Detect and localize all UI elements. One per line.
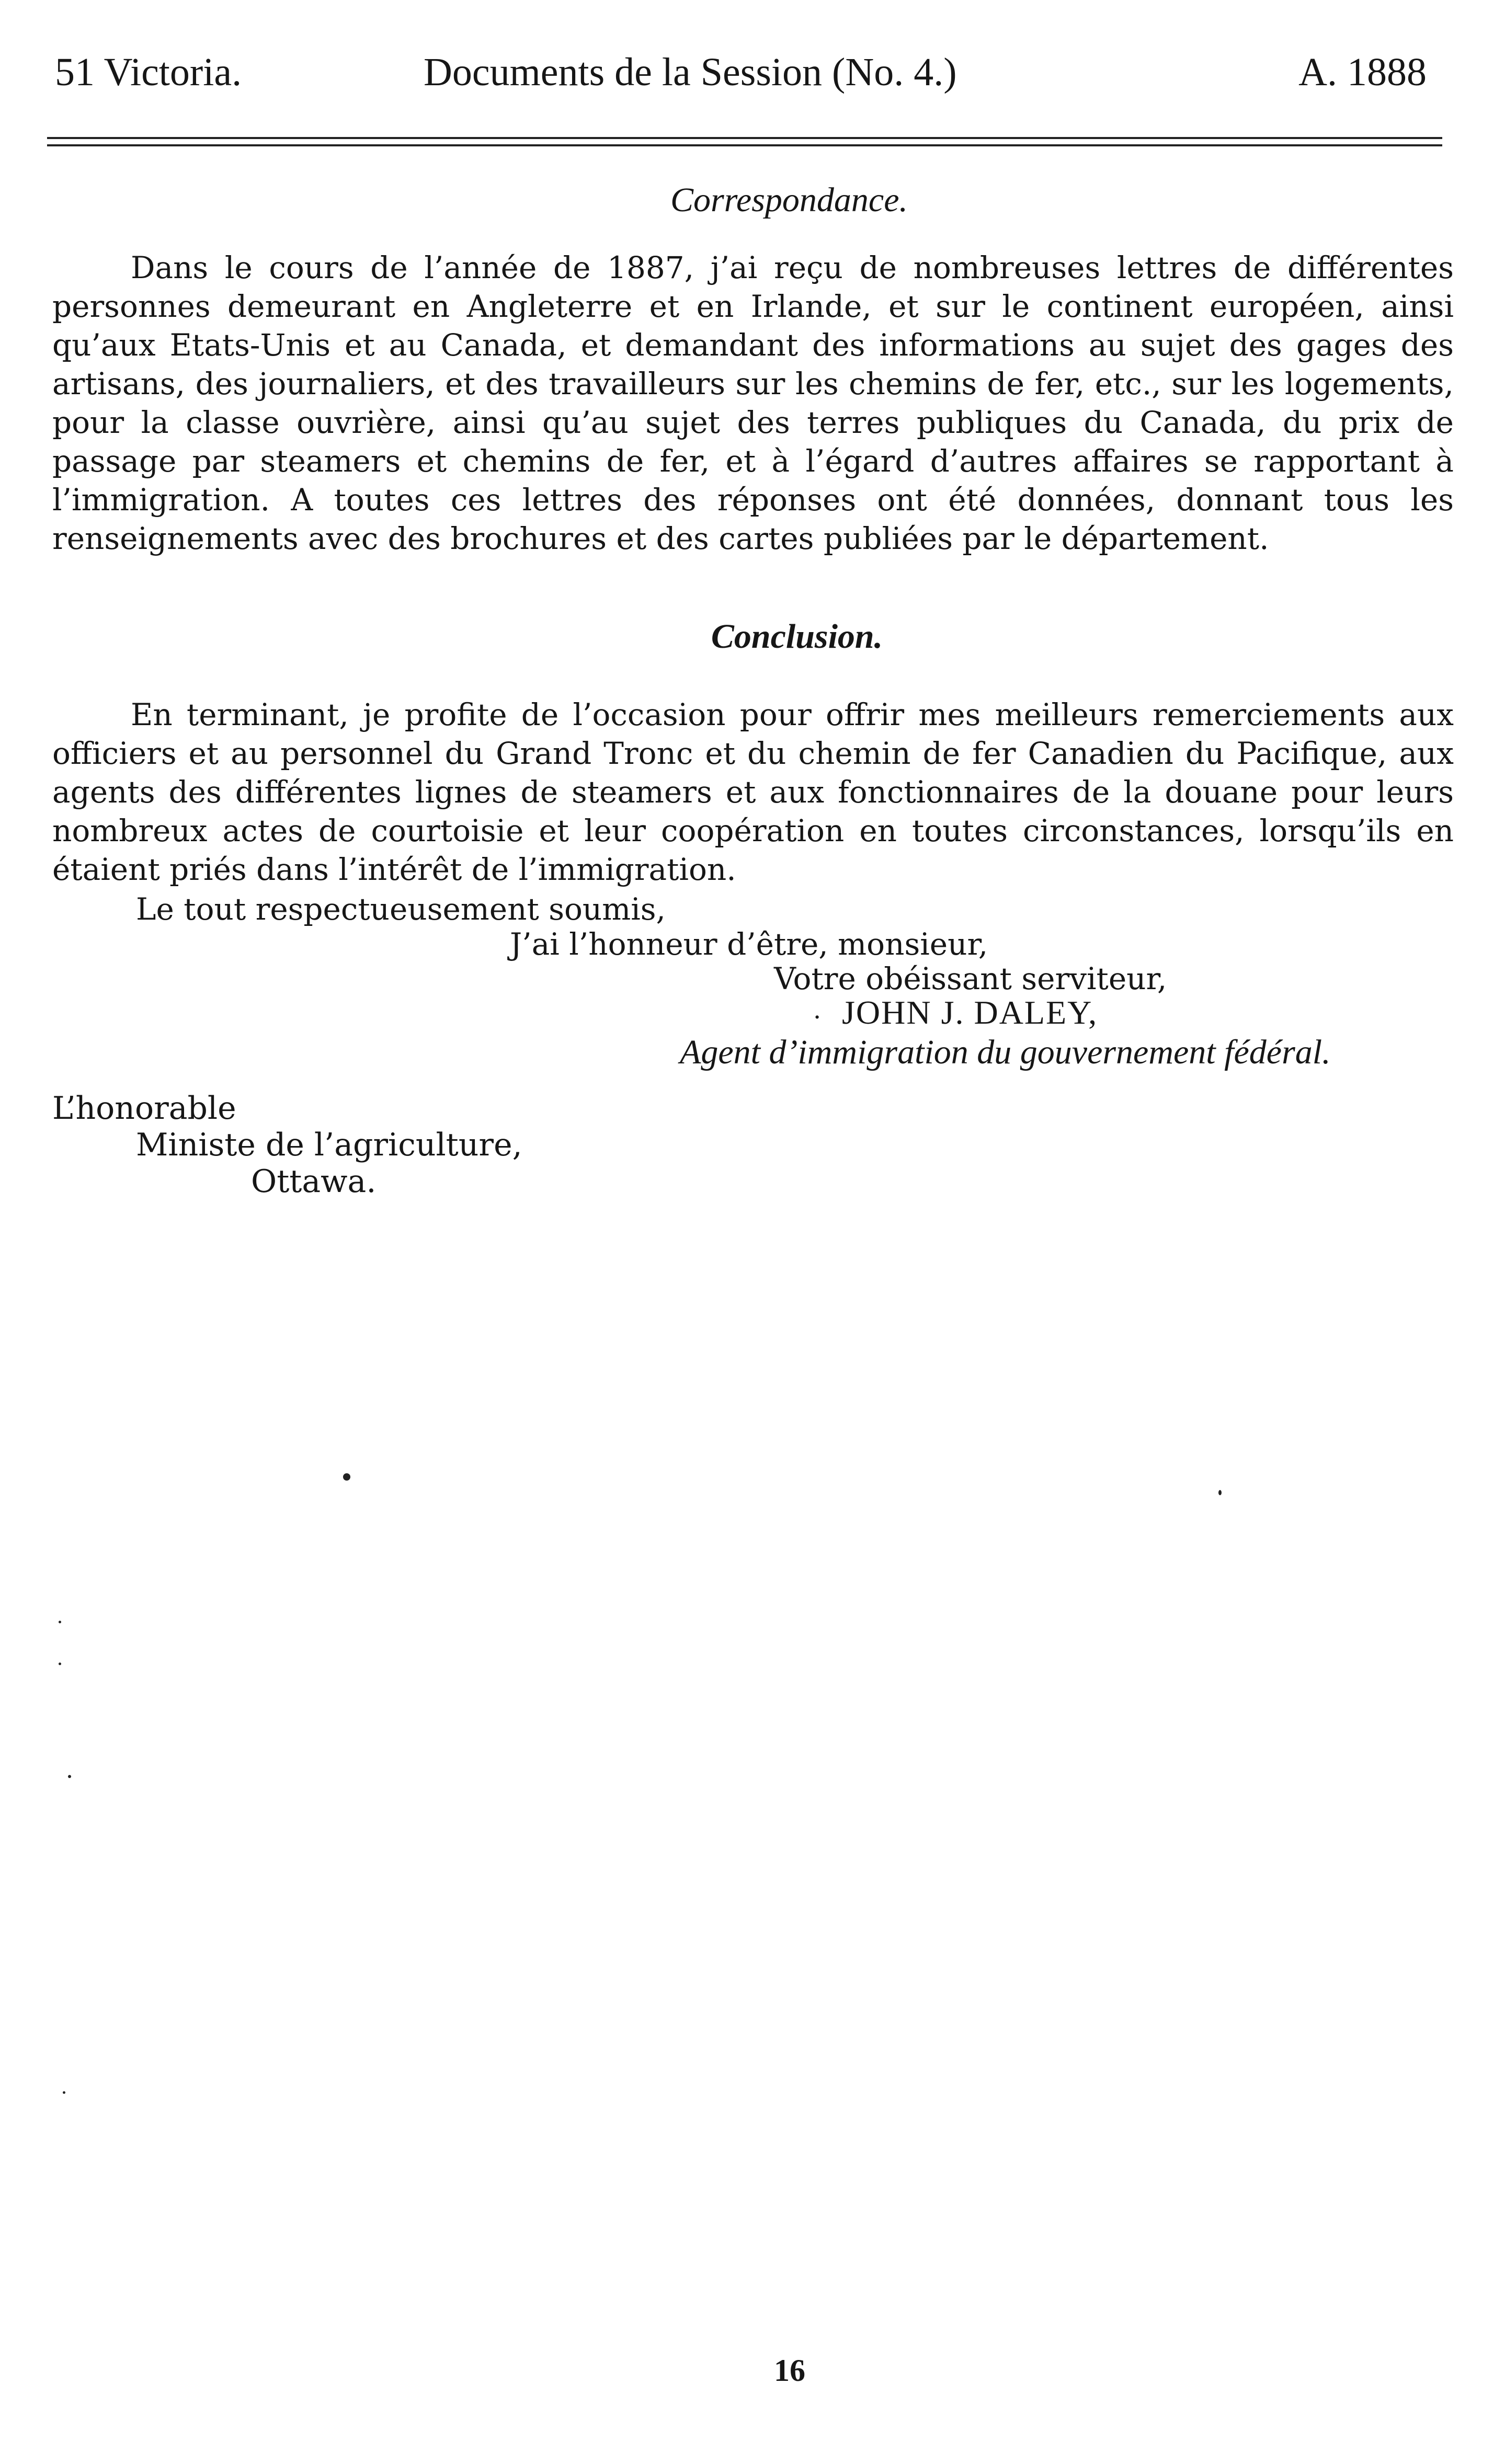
scan-speck (59, 1621, 61, 1623)
section-title-conclusion: Conclusion. (711, 617, 883, 656)
scan-speck (63, 2091, 65, 2094)
paragraph-conclusion: En terminant, je profite de l’occasion pour offrir mes meilleurs remerciements aux officiers et au personnel du Grand Tronc et du chemin de fer Canadien du Pacifique, aux agents des différentes lignes de steamers et aux fonctionnaires de la douane pour leurs nombreux actes de courtoisie et leur coopération en toutes circonstances, lorsqu’ils en étaient priés dans l’intérêt de l’immigration. (52, 697, 1454, 887)
header-year: A. 1888 (1298, 50, 1427, 94)
addressee-minister: Ministe de l’agriculture, (136, 1127, 522, 1163)
scan-speck (1218, 1490, 1222, 1495)
header-document-title: Documents de la Session (No. 4.) (424, 50, 957, 94)
signature-name: JOHN J. DALEY, (842, 994, 1098, 1031)
section-title-correspondence: Correspondance. (670, 181, 908, 219)
scan-speck (68, 1775, 71, 1778)
stray-dot-mark: · (813, 1003, 822, 1032)
addressee-honorific: L’honorable (52, 1090, 236, 1127)
signature-title: Agent d’immigration du gouvernement fédéral. (680, 1033, 1331, 1071)
header-rule-top (47, 137, 1442, 139)
page-header (47, 50, 1442, 97)
closing-servant-line: Votre obéissant serviteur, (774, 961, 1167, 996)
page-number: 16 (774, 2353, 805, 2388)
header-rule-bottom (47, 144, 1442, 146)
paragraph-correspondence: Dans le cours de l’année de 1887, j’ai reçu de nombreuses lettres de différentes personnes demeurant en Angleterre et en Irlande, et sur le continent européen, ainsi qu’aux Etats-Unis et au Canada, et demandant des informations au sujet des gages des artisans, des journaliers, et des travailleurs sur les chemins de fer, etc., sur les logements, pour la classe ouvrière, ainsi qu’au sujet des terres publiques du Canada, du prix de passage par steamers et chemins de fer, et à l’égard d’autres affaires se rapportant à l’immigration. A toutes ces lettres des réponses ont été données, donnant tous les renseignements avec des brochures et des cartes publiées par le département. (52, 250, 1454, 556)
scan-speck (59, 1663, 61, 1665)
scan-speck (343, 1473, 350, 1481)
closing-respectfully-submitted: Le tout respectueusement soumis, (136, 891, 666, 927)
header-volume: 51 Victoria. (55, 50, 242, 94)
closing-honour-line: J’ai l’honneur d’être, monsieur, (510, 926, 988, 962)
addressee-city: Ottawa. (251, 1163, 377, 1200)
